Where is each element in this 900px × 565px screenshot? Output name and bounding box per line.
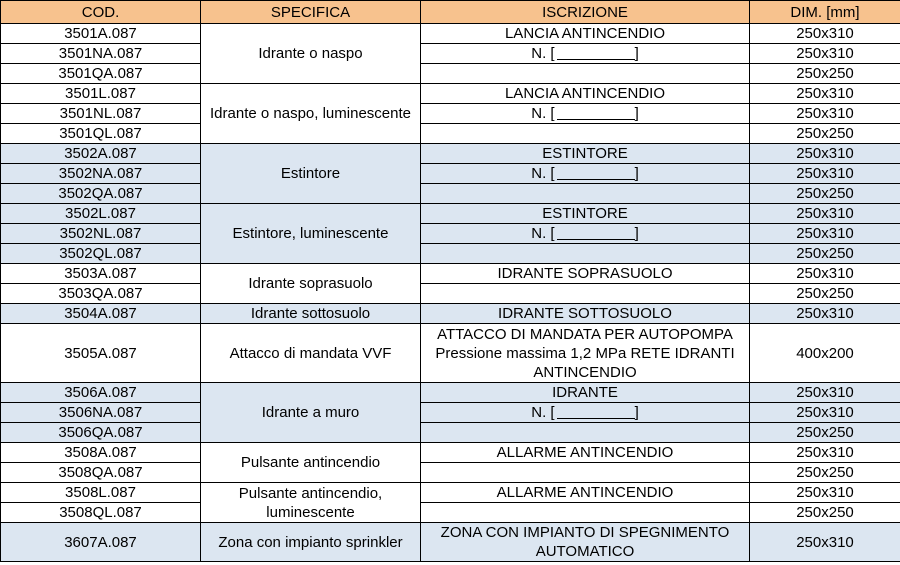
inscription-prefix: N. [ [531, 225, 555, 242]
dimension-cell: 250x310 [750, 523, 900, 562]
spec-cell: Estintore, luminescente [201, 204, 421, 264]
code-cell: 3503QA.087 [1, 284, 201, 304]
dimension-cell: 250x250 [750, 284, 900, 304]
inscription-cell: ATTACCO DI MANDATA PER AUTOPOMPA Pressione massima 1,2 MPa RETE IDRANTI ANTINCENDIO [421, 324, 750, 383]
inscription-prefix: N. [ [531, 165, 555, 182]
dimension-cell: 250x310 [750, 44, 900, 64]
code-cell: 3508QL.087 [1, 503, 201, 523]
table-row [1, 44, 900, 64]
code-cell: 3508L.087 [1, 483, 201, 503]
code-cell: 3501A.087 [1, 24, 201, 44]
inscription-suffix: ] [634, 404, 639, 421]
code-cell: 3501NA.087 [1, 44, 201, 64]
dimension-cell: 250x310 [750, 204, 900, 224]
code-cell: 3505A.087 [1, 324, 201, 383]
code-cell: 3502QL.087 [1, 244, 201, 264]
table-row [1, 423, 900, 443]
dimension-cell: 250x310 [750, 84, 900, 104]
inscription-cell [421, 403, 750, 423]
spec-cell: Idrante soprasuolo [201, 264, 421, 304]
table-row [1, 443, 900, 463]
inscription-cell [421, 104, 750, 124]
inscription-cell: IDRANTE SOPRASUOLO [421, 264, 750, 284]
inscription-cell: IDRANTE [421, 383, 750, 403]
inscription-cell [421, 124, 750, 144]
table-row [1, 503, 900, 523]
code-cell: 3506NA.087 [1, 403, 201, 423]
inscription-suffix: ] [634, 45, 639, 62]
table-row [1, 324, 900, 383]
dimension-cell: 250x310 [750, 144, 900, 164]
dimension-cell: 250x310 [750, 264, 900, 284]
inscription-cell: LANCIA ANTINCENDIO [421, 24, 750, 44]
table-row [1, 463, 900, 483]
table-row [1, 383, 900, 403]
table-row [1, 224, 900, 244]
spec-cell: Estintore [201, 144, 421, 204]
inscription-cell [421, 423, 750, 443]
number-blank-line [557, 405, 635, 419]
table-row [1, 304, 900, 324]
spec-cell: Idrante a muro [201, 383, 421, 443]
code-cell: 3502NA.087 [1, 164, 201, 184]
table-row [1, 483, 900, 503]
code-cell: 3501L.087 [1, 84, 201, 104]
code-cell: 3502A.087 [1, 144, 201, 164]
dimension-cell: 250x250 [750, 423, 900, 443]
spec-cell: Attacco di mandata VVF [201, 324, 421, 383]
spec-cell: Idrante o naspo [201, 24, 421, 84]
dimension-cell: 250x250 [750, 64, 900, 84]
inscription-prefix: N. [ [531, 45, 555, 62]
dimension-cell: 250x310 [750, 164, 900, 184]
header-dimensions: DIM. [mm] [750, 1, 900, 24]
dimension-cell: 250x250 [750, 124, 900, 144]
number-blank-line [557, 106, 635, 120]
inscription-suffix: ] [634, 165, 639, 182]
number-blank-line [557, 166, 635, 180]
code-cell: 3503A.087 [1, 264, 201, 284]
table-row [1, 284, 900, 304]
code-cell: 3506QA.087 [1, 423, 201, 443]
inscription-cell [421, 164, 750, 184]
code-cell: 3501NL.087 [1, 104, 201, 124]
code-cell: 3501QL.087 [1, 124, 201, 144]
inscription-cell [421, 503, 750, 523]
code-cell: 3508A.087 [1, 443, 201, 463]
table-row [1, 64, 900, 84]
header-code: COD. [1, 1, 201, 24]
table-row [1, 244, 900, 264]
code-cell: 3607A.087 [1, 523, 201, 562]
header-inscription: ISCRIZIONE [421, 1, 750, 24]
spec-cell: Pulsante antincendio [201, 443, 421, 483]
dimension-cell: 400x200 [750, 324, 900, 383]
spec-cell: Pulsante antincendio, luminescente [201, 483, 421, 523]
header-row [1, 1, 900, 24]
table-row [1, 104, 900, 124]
inscription-cell [421, 244, 750, 264]
code-cell: 3502QA.087 [1, 184, 201, 204]
dimension-cell: 250x310 [750, 403, 900, 423]
dimension-cell: 250x310 [750, 104, 900, 124]
table-row [1, 264, 900, 284]
code-cell: 3504A.087 [1, 304, 201, 324]
spec-cell: Zona con impianto sprinkler [201, 523, 421, 562]
table-row [1, 204, 900, 224]
table-row [1, 523, 900, 562]
table-row [1, 184, 900, 204]
inscription-cell: ZONA CON IMPIANTO DI SPEGNIMENTO AUTOMATICO [421, 523, 750, 562]
inscription-suffix: ] [634, 105, 639, 122]
dimension-cell: 250x310 [750, 304, 900, 324]
dimension-cell: 250x310 [750, 483, 900, 503]
spec-cell: Idrante sottosuolo [201, 304, 421, 324]
dimension-cell: 250x310 [750, 443, 900, 463]
inscription-cell: IDRANTE SOTTOSUOLO [421, 304, 750, 324]
header-spec: SPECIFICA [201, 1, 421, 24]
inscription-cell [421, 64, 750, 84]
dimension-cell: 250x250 [750, 503, 900, 523]
inscription-cell: ESTINTORE [421, 144, 750, 164]
code-cell: 3508QA.087 [1, 463, 201, 483]
inscription-prefix: N. [ [531, 404, 555, 421]
inscription-cell: ALLARME ANTINCENDIO [421, 443, 750, 463]
table-row [1, 403, 900, 423]
spec-cell: Idrante o naspo, luminescente [201, 84, 421, 144]
inscription-cell [421, 284, 750, 304]
code-cell: 3506A.087 [1, 383, 201, 403]
dimension-cell: 250x310 [750, 383, 900, 403]
number-blank-line [557, 46, 635, 60]
table-row [1, 144, 900, 164]
inscription-cell [421, 44, 750, 64]
table-row [1, 124, 900, 144]
table-body [1, 24, 900, 562]
dimension-cell: 250x250 [750, 244, 900, 264]
inscription-cell: ESTINTORE [421, 204, 750, 224]
dimension-cell: 250x310 [750, 224, 900, 244]
inscription-cell: LANCIA ANTINCENDIO [421, 84, 750, 104]
table-row [1, 24, 900, 44]
inscription-prefix: N. [ [531, 105, 555, 122]
inscription-cell [421, 224, 750, 244]
code-cell: 3502NL.087 [1, 224, 201, 244]
dimension-cell: 250x310 [750, 24, 900, 44]
number-blank-line [557, 226, 635, 240]
dimension-cell: 250x250 [750, 184, 900, 204]
inscription-suffix: ] [634, 225, 639, 242]
code-cell: 3501QA.087 [1, 64, 201, 84]
table-row [1, 84, 900, 104]
inscription-cell: ALLARME ANTINCENDIO [421, 483, 750, 503]
code-cell: 3502L.087 [1, 204, 201, 224]
dimension-cell: 250x250 [750, 463, 900, 483]
inscription-cell [421, 184, 750, 204]
table-row [1, 164, 900, 184]
inscription-cell [421, 463, 750, 483]
